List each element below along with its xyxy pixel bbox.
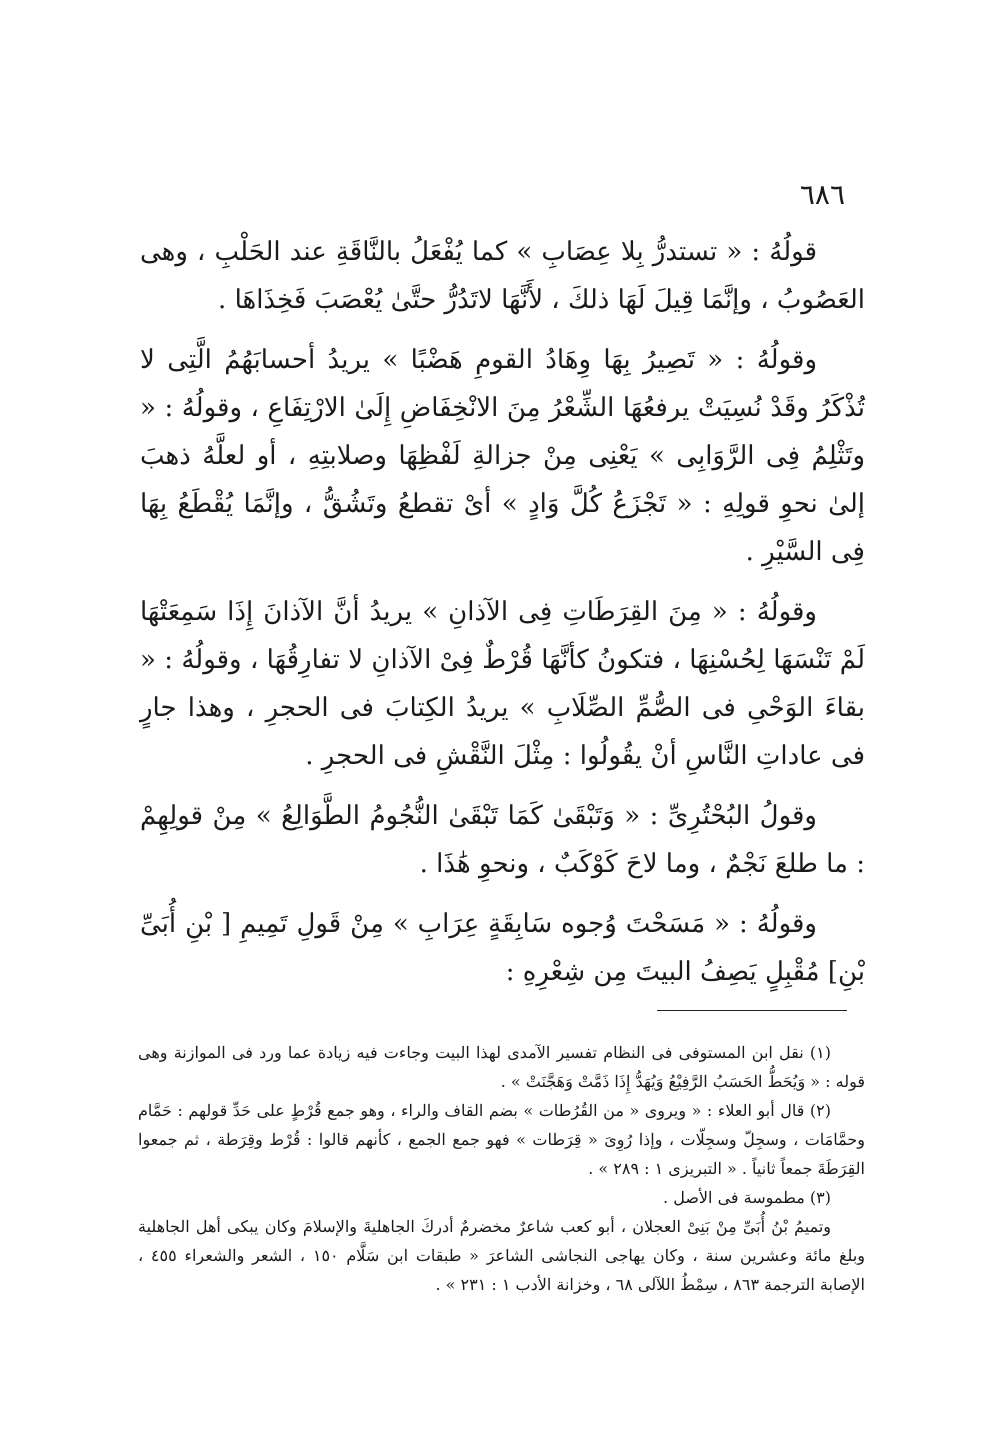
- paragraph-1: قولُهُ : « تستدرُّ بِلا عِصَابِ » كما يُفْعَلُ بالنَّاقَةِ عند الحَلْبِ ، وهى العَصُوبُ ، وإنَّمَا قِيلَ لَهَا ذلكَ ، لأَنَّهَا لاتَدُرُّ حتَّىٰ يُعْصَبَ فَخِذَاهَا .: [140, 237, 865, 315]
- footnote-3-continuation: وتميمُ بْنُ أُبَىِّ مِنْ بَنِىْ العجلان ، أبو كعب شاعرٌ مخضرمٌ أدركَ الجاهليةَ والإسلامَ وكان يبكى أهل الجاهلية وبلغ مائة وعشرين سنة ، وكان يهاجى النجاشى الشاعرَ « طبقات ابن سَلَّام ١٥٠ ، الشعر والشعراء ٤٥٥ ، الإصابة الترجمة ٨٦٣ ، سِمْطُ اللآلى ٦٨ ، وخزانة الأدب ١ : ٢٣١ » .: [138, 1217, 866, 1294]
- footnote-3: (٣) مطموسة فى الأصل .: [663, 1188, 831, 1207]
- main-text: [140, 228, 865, 1008]
- paragraph-3: وقولُهُ : « مِنَ القِرَطَاتِ فِى الآذانِ » يريدُ أنَّ الآذانَ إِذَا سَمِعَتْهَا لَمْ تَنْسَهَا لِحُسْنِهَا ، فتكونُ كأنَّهَا قُرْطٌ فِىْ الآذانِ لا تفارِقُهَا ، وقولُهُ : « بقاءَ الوَحْىِ فى الصُّمِّ الصِّلَابِ » يريدُ الكِتابَ فى الحجرِ ، وهذا جارٍ فى عاداتِ النَّاسِ أنْ يقُولُوا : مِثْلَ النَّقْشِ فى الحجرِ .: [140, 597, 865, 771]
- footnote-1: (١) نقل ابن المستوفى فى النظام تفسير الآمدى لهذا البيت وجاءت فيه زيادة عما ورد فى الموازنة وهى قوله : « وَيُحَطُّ الحَسَبُ الرَّفِيْعُ وَيُهَدُّ إِذَا ذَمَّتْ وَهَجَّنَتْ » .: [138, 1043, 865, 1091]
- paragraph-5: وقولُهُ : « مَسَحْتَ وُجوه سَابِقَةٍ عِرَابِ » مِنْ قَولِ تَمِيمِ [ بْنِ أُبَىِّ بْنِ] مُقْبِلٍ يَصِفُ البيتَ مِن شِعْرِهِ :: [140, 909, 865, 987]
- footnote-divider: [657, 1010, 847, 1011]
- footnote-2: (٢) قال أبو العلاء : « ويروى « من القُرُطات » بضم القاف والراء ، وهو جمع قُرْطٍ على حَدِّ قولهم : حَمَّام وحمَّامَات ، وسجِلّ وسجِلّات ، وإذا رُوِىَ « قِرَطات » فهو جمع الجمع ، كأنهم قالوا : قُرْط وقِرَطة ، ثم جمعوا القِرَطَةَ جمعاً ثانياً . « التبريزى ١ : ٢٨٩ » .: [138, 1101, 865, 1178]
- footnotes: [138, 1038, 865, 1299]
- paragraph-4: وقولُ البُحْتُرِىِّ : « وَتَبْقَىٰ كَمَا تَبْقَىٰ النُّجُومُ الطَّوَالِعُ » مِنْ قولِهِمْ : ما طلعَ نَجْمٌ ، وما لاحَ كَوْكَبٌ ، ونحوِ هَٰذَا .: [140, 801, 865, 879]
- page-number: ٦٨٦: [799, 178, 845, 211]
- paragraph-2: وقولُهُ : « تَصِيرُ بِهَا وِهَادُ القومِ هَضْبًا » يريدُ أحسابَهُمُ الَّتِى لا تُذْكَرُ وقَدْ نُسِيَتْ يرفعُهَا الشِّعْرُ مِنَ الانْخِفَاضِ إِلَىٰ الارْتِفَاعِ ، وقولُهُ : « وتَثْلِمُ فِى الرَّوَابِى » يَعْنِى مِنْ جزالةِ لَفْظِهَا وصلابتِهِ ، أو لعلَّهُ ذهبَ إلىٰ نحوِ قولِهِ : « تَجْزَعُ كُلَّ وَادٍ » أىْ تقطعُ وتَشُقُّ ، وإنَّمَا يُقْطَعُ بِهَا فِى السَّيْرِ .: [140, 345, 865, 567]
